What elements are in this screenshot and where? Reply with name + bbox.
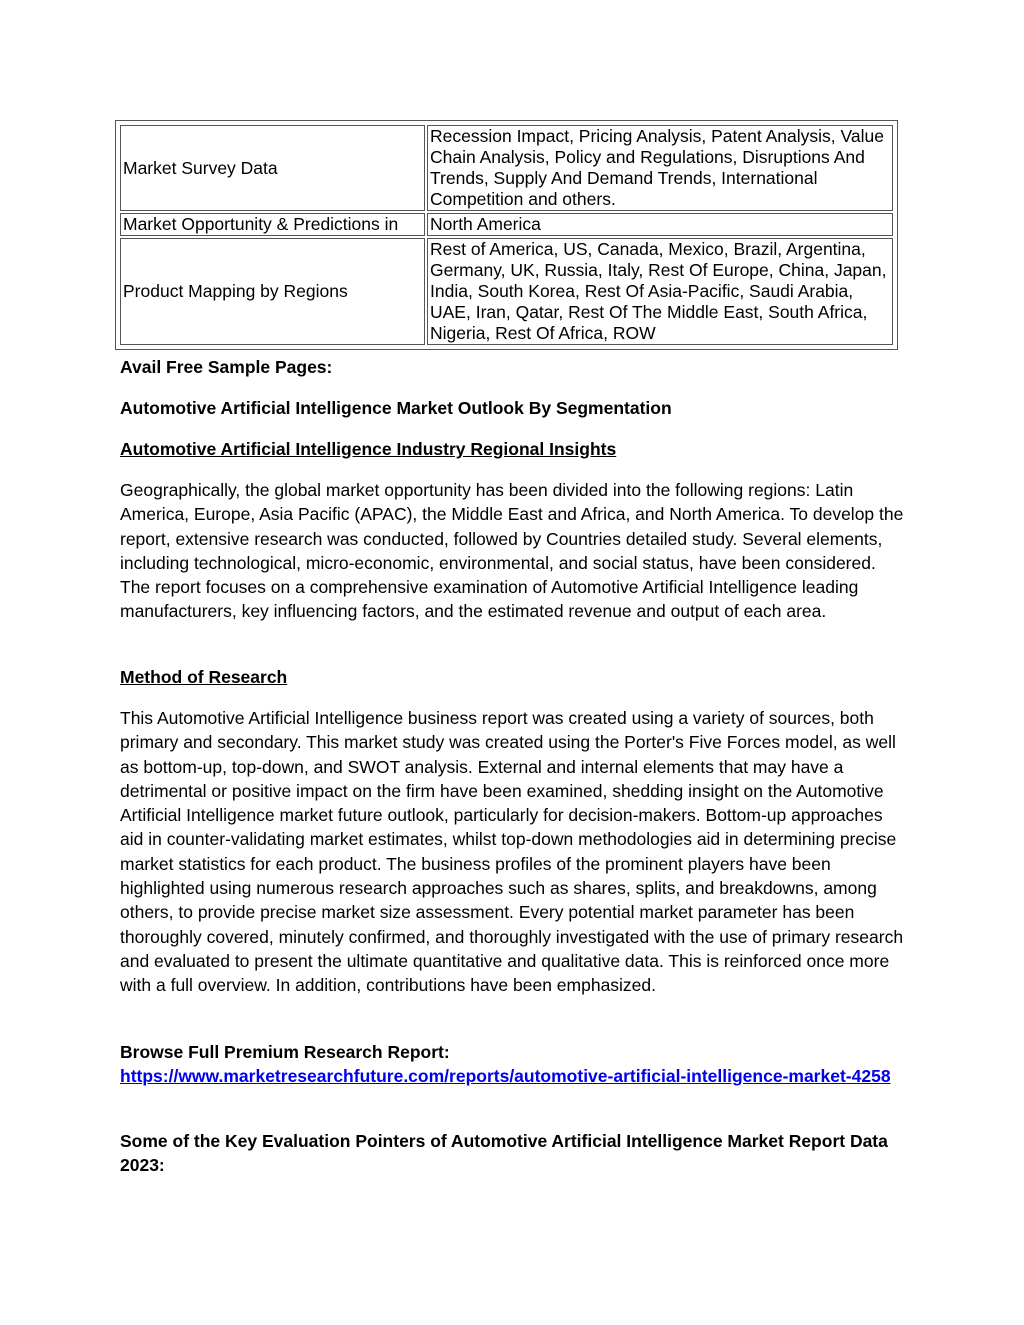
table-row (120, 238, 893, 345)
key-pointers-heading: Some of the Key Evaluation Pointers of Automotive Artificial Intelligence Market Report Data 2023: (120, 1131, 888, 1176)
table-row (120, 125, 893, 211)
specification-table (115, 120, 898, 350)
browse-label: Browse Full Premium Research Report: (120, 1042, 450, 1062)
method-paragraph: This Automotive Artificial Intelligence business report was created using a variety of sources, both primary and secondary. This market study was created using the Porter's Five Forces model, as well as bottom-up, top-down, and SWOT analysis. External and internal elements that may have a detrimental or positive impact on the firm have been examined, shedding insight on the Automotive Artificial Intelligence market future outlook, particularly for decision-makers. Bottom-up approaches aid in counter-validating market estimates, whilst top-down methodologies aid in determining precise market statistics for each product. The business profiles of the prominent players have been highlighted using numerous research approaches such as shares, splits, and breakdowns, among others, to provide precise market size assessment. Every potential market parameter has been thoroughly covered, minutely confirmed, and thoroughly investigated with the use of primary research and evaluated to present the ultimate quantitative and qualitative data. This is reinforced once more with a full overview. In addition, contributions have been emphasized. (120, 708, 904, 996)
report-link[interactable]: https://www.marketresearchfuture.com/reports/automotive-artificial-intelligence-market-4258 (120, 1066, 891, 1086)
regional-heading: Automotive Artificial Intelligence Industry Regional Insights (120, 439, 617, 459)
table-cell-value: North America (427, 213, 893, 236)
outlook-heading: Automotive Artificial Intelligence Market Outlook By Segmentation (120, 398, 672, 418)
table-cell-value: Rest of America, US, Canada, Mexico, Brazil, Argentina, Germany, UK, Russia, Italy, Rest Of Europe, China, Japan, India, South Korea, Rest Of Asia-Pacific, Saudi Arabia, UAE, Iran, Qatar, Rest Of The Middle East, South Africa, Nigeria, Rest Of Africa, ROW (427, 238, 893, 345)
table-row (120, 213, 893, 236)
sample-pages-heading: Avail Free Sample Pages: (120, 357, 333, 377)
method-heading: Method of Research (120, 667, 288, 687)
table-cell-label: Product Mapping by Regions (120, 238, 425, 345)
table-cell-value: Recession Impact, Pricing Analysis, Patent Analysis, Value Chain Analysis, Policy and Regulations, Disruptions And Trends, Supply And Demand Trends, International Competition and others. (427, 125, 893, 211)
regional-paragraph: Geographically, the global market opportunity has been divided into the following regions: Latin America, Europe, Asia Pacific (APAC), the Middle East and Africa, and North America. To develop the report, extensive research was conducted, followed by Countries detailed study. Several elements, including technological, micro-economic, environmental, and social status, have been considered. The report focuses on a comprehensive examination of Automotive Artificial Intelligence leading manufacturers, key influencing factors, and the estimated revenue and output of each area. (120, 480, 904, 622)
table-cell-label: Market Opportunity & Predictions in (120, 213, 425, 236)
table-cell-label: Market Survey Data (120, 125, 425, 211)
